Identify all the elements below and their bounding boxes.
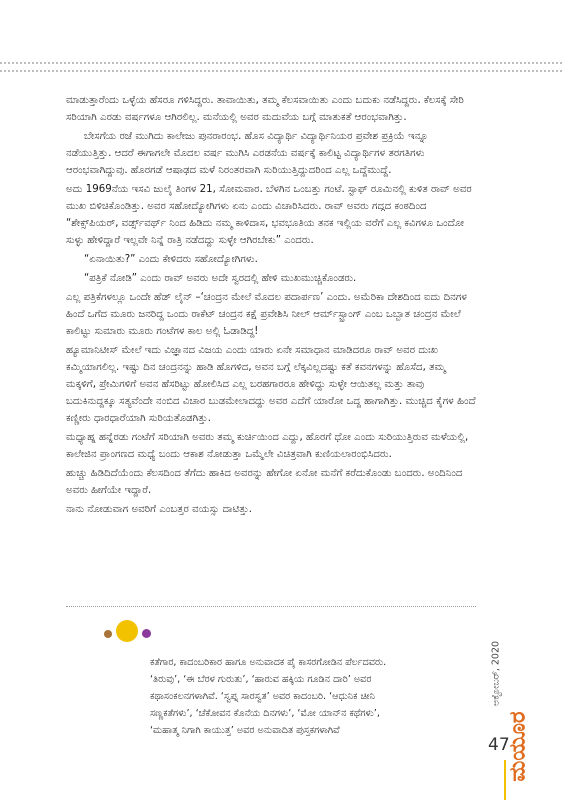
bio-line-5: ‘ಮಹಾತ್ಮ ನಿಗಾಗಿ ಕಾಯುತ್ತ’ ಅವರ ಅನುವಾದಿತ ಪುಸ್ತಕಗಳಾಗಿವೆ xyxy=(150,725,340,736)
bio-line-4: ಸಣ್ಣಕತೆಗಳು’, ‘ಚೆಕೋವನ ಕೊನೆಯ ದಿನಗಳು’, ‘ಮೋ ಯಾನ್‌ನ ಕಥೆಗಳು’, xyxy=(150,708,380,719)
page-number: 47 xyxy=(488,735,510,755)
paragraph-1: ಮಾಡುತ್ತಾರೆಂದು ಒಳ್ಳೆಯ ಹೆಸರೂ ಗಳಿಸಿದ್ದರು. ತಾವಾಯಿತು, ತಮ್ಮ ಕೆಲಸವಾಯಿತು ಎಂದು ಬದುಕು ನಡೆಸಿದ್ದರು. ಕೆಲಸಕ್ಕೆ ಸೇರಿ ಸರಿಯಾಗಿ ಎರಡು ವರ್ಷಗಳೂ ಆಗಿರಲಿಲ್ಲ. ಮನೆಯಲ್ಲಿ ಅವರ ಮದುವೆಯ ಬಗ್ಗೆ ಮಾತುಕತೆ ಆರಂಭವಾಗಿತ್ತು. xyxy=(66,95,464,123)
issue-date xyxy=(490,636,504,716)
issue-date-text: ಅಕ್ಟೋಬರ್, 2020 xyxy=(490,640,502,707)
bio-line-2: ‘ತಿರುವು’, ‘ಈ ಬೆರಳ ಗುರುತು’, ‘ಹಾರುವ ಹಕ್ಕಿಯ ಗೂಡಿನ ದಾರಿ’ ಅವರ xyxy=(150,674,372,685)
article-body xyxy=(66,92,476,520)
paragraph-4: “ಏನಾಯಿತು?” ಎಂದು ಕೇಳಿದರು ಸಹೋದ್ಯೋಗಿಗಳು. xyxy=(84,254,258,265)
paragraph-2: ಬೇಸಗೆಯ ರಜೆ ಮುಗಿದು ಕಾಲೇಜು ಪುನರಾರಂಭ. ಹೊಸ ವಿದ್ಯಾರ್ಥಿ ವಿದ್ಯಾರ್ಥಿನಿಯರ ಪ್ರವೇಶ ಪ್ರಕ್ರಿಯೆ ಇನ್ನೂ ನಡೆಯುತ್ತಿತ್ತು. ಆದರೆ ಈಗಾಗಲೇ ಮೊದಲ ವರ್ಷ ಮುಗಿಸಿ ಎರಡನೆಯ ವರ್ಷಕ್ಕೆ ಕಾಲಿಟ್ಟ ವಿದ್ಯಾರ್ಥಿಗಳ ತರಗತಿಗಳು ಆರಂಭವಾಗಿದ್ದುವು. ಹೊರಗಡೆ ಆಷಾಢದ ಮಳೆ ನಿರಂತರವಾಗಿ ಸುರಿಯುತ್ತಿದ್ದುದರಿಂದ ಎಲ್ಲ ಒದ್ದೆಮುದ್ದೆ. xyxy=(66,131,429,176)
accent-bar xyxy=(504,760,506,800)
yellow-dot xyxy=(116,620,138,642)
top-dotted-rule xyxy=(0,62,562,64)
paragraph-5: “ಪತ್ರಿಕೆ ನೋಡಿ” ಎಂದು ರಾವ್ ಅವರು ಅದೇ ಸ್ವರದಲ್ಲಿ ಹೇಳಿ ಮುಖಮುಚ್ಚಿಕೊಂಡರು. xyxy=(84,273,357,284)
bio-line-1: ಕತೆಗಾರ, ಕಾದಂಬರಿಕಾರ ಹಾಗೂ ಅನುವಾದಕ ಪೈ ಕಾಸರಗೋಡಿನ ಪೆರ್ಲದವರು. xyxy=(150,657,387,668)
paragraph-6: ಎಲ್ಲ ಪತ್ರಿಕೆಗಳಲ್ಲೂ ಒಂದೇ ಹೆಡ್ ಲೈನ್ –‘ಚಂದ್ರನ ಮೇಲೆ ಮೊದಲ ಪದಾರ್ಪಣ’ ಎಂದು. ಅಮೆರಿಕಾ ದೇಶದಿಂದ ಐದು ದಿನಗಳ ಹಿಂದೆ ಒಗೆದ ಮೂರು ಜನರಿದ್ದ ಒಂದು ರಾಕೆಟ್ ಚಂದ್ರನ ಕಕ್ಷೆ ಪ್ರವೇಶಿಸಿ ನೀಲ್ ಆರ್ಮ್‌ಸ್ಟ್ರಾಂಗ್ ಎಂಬ ಒಬ್ಬಾತ ಚಂದ್ರನ ಮೇಲೆ ಕಾಲಿಟ್ಟು ಸುಮಾರು ಮೂರು ಗಂಟೆಗಳ ಕಾಲ ಅಲ್ಲಿ ಓಡಾಡಿದ್ದ! xyxy=(66,292,467,337)
magazine-brand-text: ಮಯೂರ xyxy=(505,711,531,782)
paragraph-10: ನಾನು ನೋಡುವಾಗ ಅವರಿಗೆ ಎಂಬತ್ತರ ವಯಸ್ಸು ದಾಟಿತ್ತು. xyxy=(66,504,253,515)
author-bio xyxy=(150,654,450,739)
bio-line-3: ಕಥಾಸಂಕಲನಗಳಾಗಿವೆ. ‘ಸ್ವಪ್ನ ಸಾರಸ್ವತ’ ಅವರ ಕಾದಂಬರಿ. ‘ಆಧುನಿಕ ಚೀನಿ xyxy=(150,691,375,702)
paragraph-7: ಹ್ಯೂಮಾನಿಟೀಸ್ ಮೇಲೆ ಇದು ವಿಜ್ಞಾನದ ವಿಜಯ ಎಂದು ಯಾರು ಏನೇ ಸಮಾಧಾನ ಮಾಡಿದರೂ ರಾವ್ ಅವರ ದುಃಖ ಕಮ್ಮಿಯಾಗಲಿಲ್ಲ. ಇಷ್ಟು ದಿನ ಚಂದ್ರನನ್ನು ಹಾಡಿ ಹೊಗಳಿದ, ಅವನ ಬಗ್ಗೆ ಲೆಕ್ಕವಿಲ್ಲದಷ್ಟು ಕತೆ ಕವನಗಳನ್ನು ಹೊಸೆದ, ತಮ್ಮ ಮಕ್ಕಳಿಗೆ, ಪ್ರೇಮಿಗಳಿಗೆ ಅವನ ಹೆಸರಿಟ್ಟು ಹೋಲಿಸಿದ ಎಲ್ಲ ಬರಹಗಾರರೂ ಹೇಳಿದ್ದು ಸುಳ್ಳೇ ಆಯಿತಲ್ಲ ಮತ್ತು ತಾವು ಬದುಕಿನುದ್ದಕ್ಕೂ ಸತ್ಯವೆಂದೇ ನಂಬಿದ ವಿಚಾರ ಬುಡಮೇಲಾದದ್ದು ಅವರ ಎದೆಗೆ ಯಾರೋ ಒದ್ದ ಹಾಗಾಗಿತ್ತು. ಮುಚ್ಚಿದ ಕೈಗಳ ಹಿಂದೆ ಕಣ್ಣೀರು ಧಾರಧಾರೆಯಾಗಿ ಸುರಿಯತೊಡಗಿತ್ತು. xyxy=(66,345,476,424)
brown-dot xyxy=(104,630,112,638)
paragraph-8: ಮಧ್ಯಾಹ್ನ ಹನ್ನೆರಡು ಗಂಟೆಗೆ ಸರಿಯಾಗಿ ಅವರು ತಮ್ಮ ಕುರ್ಚಿಯಿಂದ ಎದ್ದು, ಹೊರಗೆ ಧೋ ಎಂದು ಸುರಿಯುತ್ತಿರುವ ಮಳೆಯಲ್ಲಿ, ಕಾಲೇಜಿನ ಪ್ರಾಂಗಣದ ಮಧ್ಯೆ ಬಂದು ಆಕಾಶ ನೋಡುತ್ತಾ ಒಮ್ಮೆಲೇ ವಿಚಿತ್ರವಾಗಿ ಕುಣಿಯಲಾರಂಭಿಸಿದರು. xyxy=(66,432,469,460)
paragraph-9: ಹುಚ್ಚು ಹಿಡಿದಿದೆಯೆಂದು ಕೆಲಸದಿಂದ ತೆಗೆದು ಹಾಕಿದ ಅವರನ್ನು ಹೇಗೋ ಏನೋ ಮನೆಗೆ ಕರೆದುಕೊಂಡು ಬಂದರು. ಅಂದಿನಿಂದ ಅವರು ಹೀಗೆಯೇ ಇದ್ದಾರೆ. xyxy=(66,468,463,496)
top-dotted-rule-2 xyxy=(0,70,562,72)
purple-dot xyxy=(142,629,151,638)
paragraph-3: ಅದು 1969ನೆಯ ಇಸವಿ ಜುಲೈ ತಿಂಗಳ 21, ಸೋಮವಾರ. ಬೆಳಗಿನ ಒಂಬತ್ತು ಗಂಟೆ. ಸ್ಟಾಫ್ ರೂಮಿನಲ್ಲಿ ಕುಳಿತ ರಾವ್ ಅವರ ಮುಖ ಬಿಳಿಚಿಕೊಂಡಿತ್ತು. ಅವರ ಸಹೋದ್ಯೋಗಿಗಳು ಏನು ಎಂದು ವಿಚಾರಿಸಿದರು. ರಾವ್ ಅವರು ಗದ್ಗದ ಕಂಠದಿಂದ “ಶೇಕ್ಸ್‌ಪಿಯರ್, ವರ್ಡ್ಸ್‌ವರ್ಥ್ ನಿಂದ ಹಿಡಿದು ನಮ್ಮ ಕಾಳಿದಾಸ, ಭವಭೂತಿಯ ತನಕ ಇಲ್ಲಿಯ ವರೆಗೆ ಎಲ್ಲ ಕವಿಗಳೂ ಒಂದೋ ಸುಳ್ಳು ಹೇಳಿದ್ದಾರೆ ಇಲ್ಲವೇ ನಿನ್ನೆ ರಾತ್ರಿ ನಡೆದದ್ದು ಸುಳ್ಳೇ ಆಗಿರಬೇಕು” ಎಂದರು. xyxy=(66,184,472,246)
section-separator xyxy=(66,606,476,607)
